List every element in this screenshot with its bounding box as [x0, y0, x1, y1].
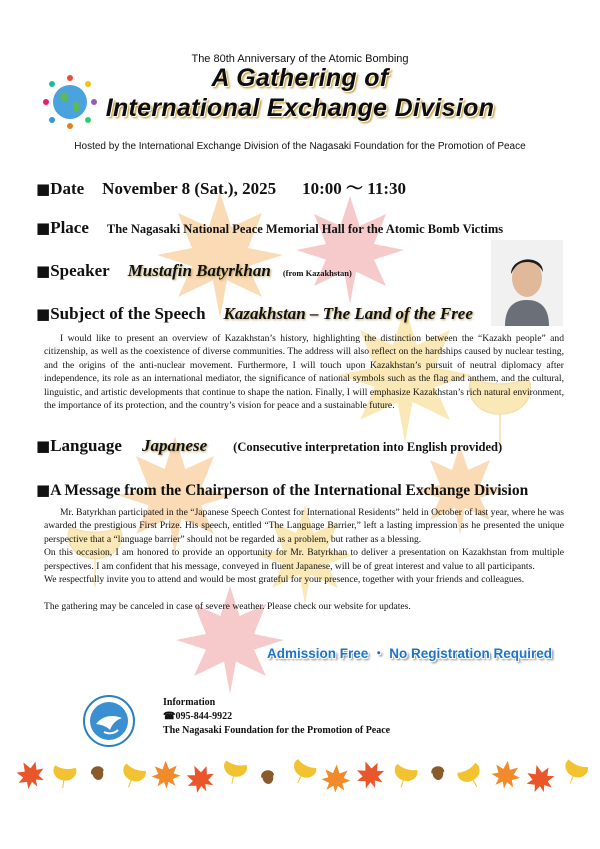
subject-title: Kazakhstan – The Land of the Free	[223, 304, 473, 323]
information-phone: ☎095-844-9922	[163, 711, 233, 722]
place-value: The Nagasaki National Peace Memorial Hall for the Atomic Bomb Victims	[106, 222, 504, 236]
place-row	[36, 218, 503, 238]
speaker-label: Speaker	[50, 261, 110, 280]
information-org: The Nagasaki Foundation for the Promotion of Peace	[163, 725, 391, 736]
date-row	[36, 174, 406, 199]
admission-banner: Admission Free ・ No Registration Required	[266, 646, 552, 661]
foundation-dove-logo-icon	[82, 694, 136, 748]
ginkgo-leaf-icon	[52, 766, 76, 790]
language-value: Japanese	[141, 436, 208, 455]
information-heading: Information	[163, 697, 216, 708]
square-bullet-icon: ■	[36, 481, 51, 499]
bottom-leaf-border	[0, 756, 600, 796]
person-icon	[491, 240, 563, 326]
subject-body	[44, 332, 564, 412]
square-bullet-icon: ■	[36, 305, 51, 323]
maple-leaf-icon	[354, 758, 387, 790]
subject-row	[36, 304, 473, 324]
ginkgo-leaf-icon	[560, 760, 588, 788]
acorn-icon	[261, 770, 275, 785]
square-bullet-icon: ■	[36, 180, 51, 198]
speaker-origin: (from Kazakhstan)	[282, 268, 352, 278]
maple-leaf-icon	[524, 763, 556, 794]
square-bullet-icon: ■	[36, 219, 51, 237]
maple-leaf-icon	[322, 765, 349, 791]
maple-leaf-icon	[183, 762, 217, 796]
message-body	[44, 506, 564, 614]
message-paragraph-2: On this occasion, I am honored to provide an opportunity for Mr. Batyrkhan to deliver a presentation on Kazakhstan from multiple perspectives. I am confident that his message, conveyed in fluent Japanese, will be of great interest and value to all participants.	[44, 547, 564, 572]
ginkgo-leaf-icon	[391, 764, 418, 791]
message-paragraph-3: We respectfully invite you to attend and would be most grateful for your presence, together with your friends and colleagues.	[44, 574, 525, 586]
place-label: Place	[50, 218, 89, 237]
hosted-by: Hosted by the International Exchange Division of the Nagasaki Foundation for the Promotion of Peace	[74, 141, 526, 152]
acorn-icon	[90, 765, 105, 781]
date-value: November 8 (Sat.), 2025	[102, 179, 277, 198]
speaker-name: Mustafin Batyrkhan	[127, 261, 271, 280]
language-label: Language	[50, 436, 122, 455]
information-block	[163, 696, 390, 738]
time-value: 10:00 〜 11:30	[302, 179, 406, 198]
square-bullet-icon: ■	[36, 437, 51, 455]
speaker-row	[36, 261, 352, 281]
ginkgo-leaf-icon	[221, 761, 247, 786]
subject-label: Subject of the Speech	[50, 304, 206, 323]
message-label: A Message from the Chairperson of the International Exchange Division	[50, 482, 529, 499]
date-label: Date	[50, 179, 85, 198]
maple-leaf-icon	[153, 762, 180, 788]
language-note: (Consecutive interpretation into English provided)	[233, 440, 503, 454]
ginkgo-leaf-icon	[457, 763, 486, 792]
title-line-2: International Exchange Division	[105, 94, 495, 122]
language-row	[36, 436, 502, 456]
square-bullet-icon: ■	[36, 262, 51, 280]
maple-leaf-icon	[13, 757, 48, 792]
message-row	[36, 481, 528, 500]
subject-paragraph: I would like to present an overview of Kazakhstan’s history, highlighting the distinction between the “Kazakh people” and citizenship, as well as the coexistence of diverse communities. The address will also reflect on the hardships caused by nuclear testing, and the origins of the anti-nuclear movement. Furthermore, I will touch upon Kazakhstan’s pursuit of neutral diplomacy after independence, its role as an international mediator, the significance of national symbols such as the flag and anthem, and the cultural, linguistic, and artistic developments that continue to shape the nation. Finally, I will emphasize Kazakhstan’s rich natural environment, the importance of its protection, and the country’s vision for peace and a sustainable future.	[44, 333, 564, 412]
message-paragraph-1: Mr. Batyrkhan participated in the “Japanese Speech Contest for International Residents” held in October of last year, where he was awarded the prestigious First Prize. His speech, entitled “The Language Barrier,” left a lasting impression as he presented the unique perspective that a “language barrier” should not be regarded as a problem, but rather as a blessing.	[44, 507, 564, 545]
maple-leaf-icon	[290, 190, 410, 310]
maple-leaf-icon	[491, 760, 520, 788]
ginkgo-leaf-icon	[118, 764, 146, 791]
title-line-1: A Gathering of	[211, 64, 389, 92]
acorn-icon	[431, 766, 444, 780]
ginkgo-leaf-icon	[288, 759, 317, 788]
speaker-photo	[491, 240, 563, 326]
weather-notice: The gathering may be canceled in case of severe weather. Please check our website for updates.	[44, 601, 411, 613]
pretitle: The 80th Anniversary of the Atomic Bombing	[191, 53, 409, 65]
